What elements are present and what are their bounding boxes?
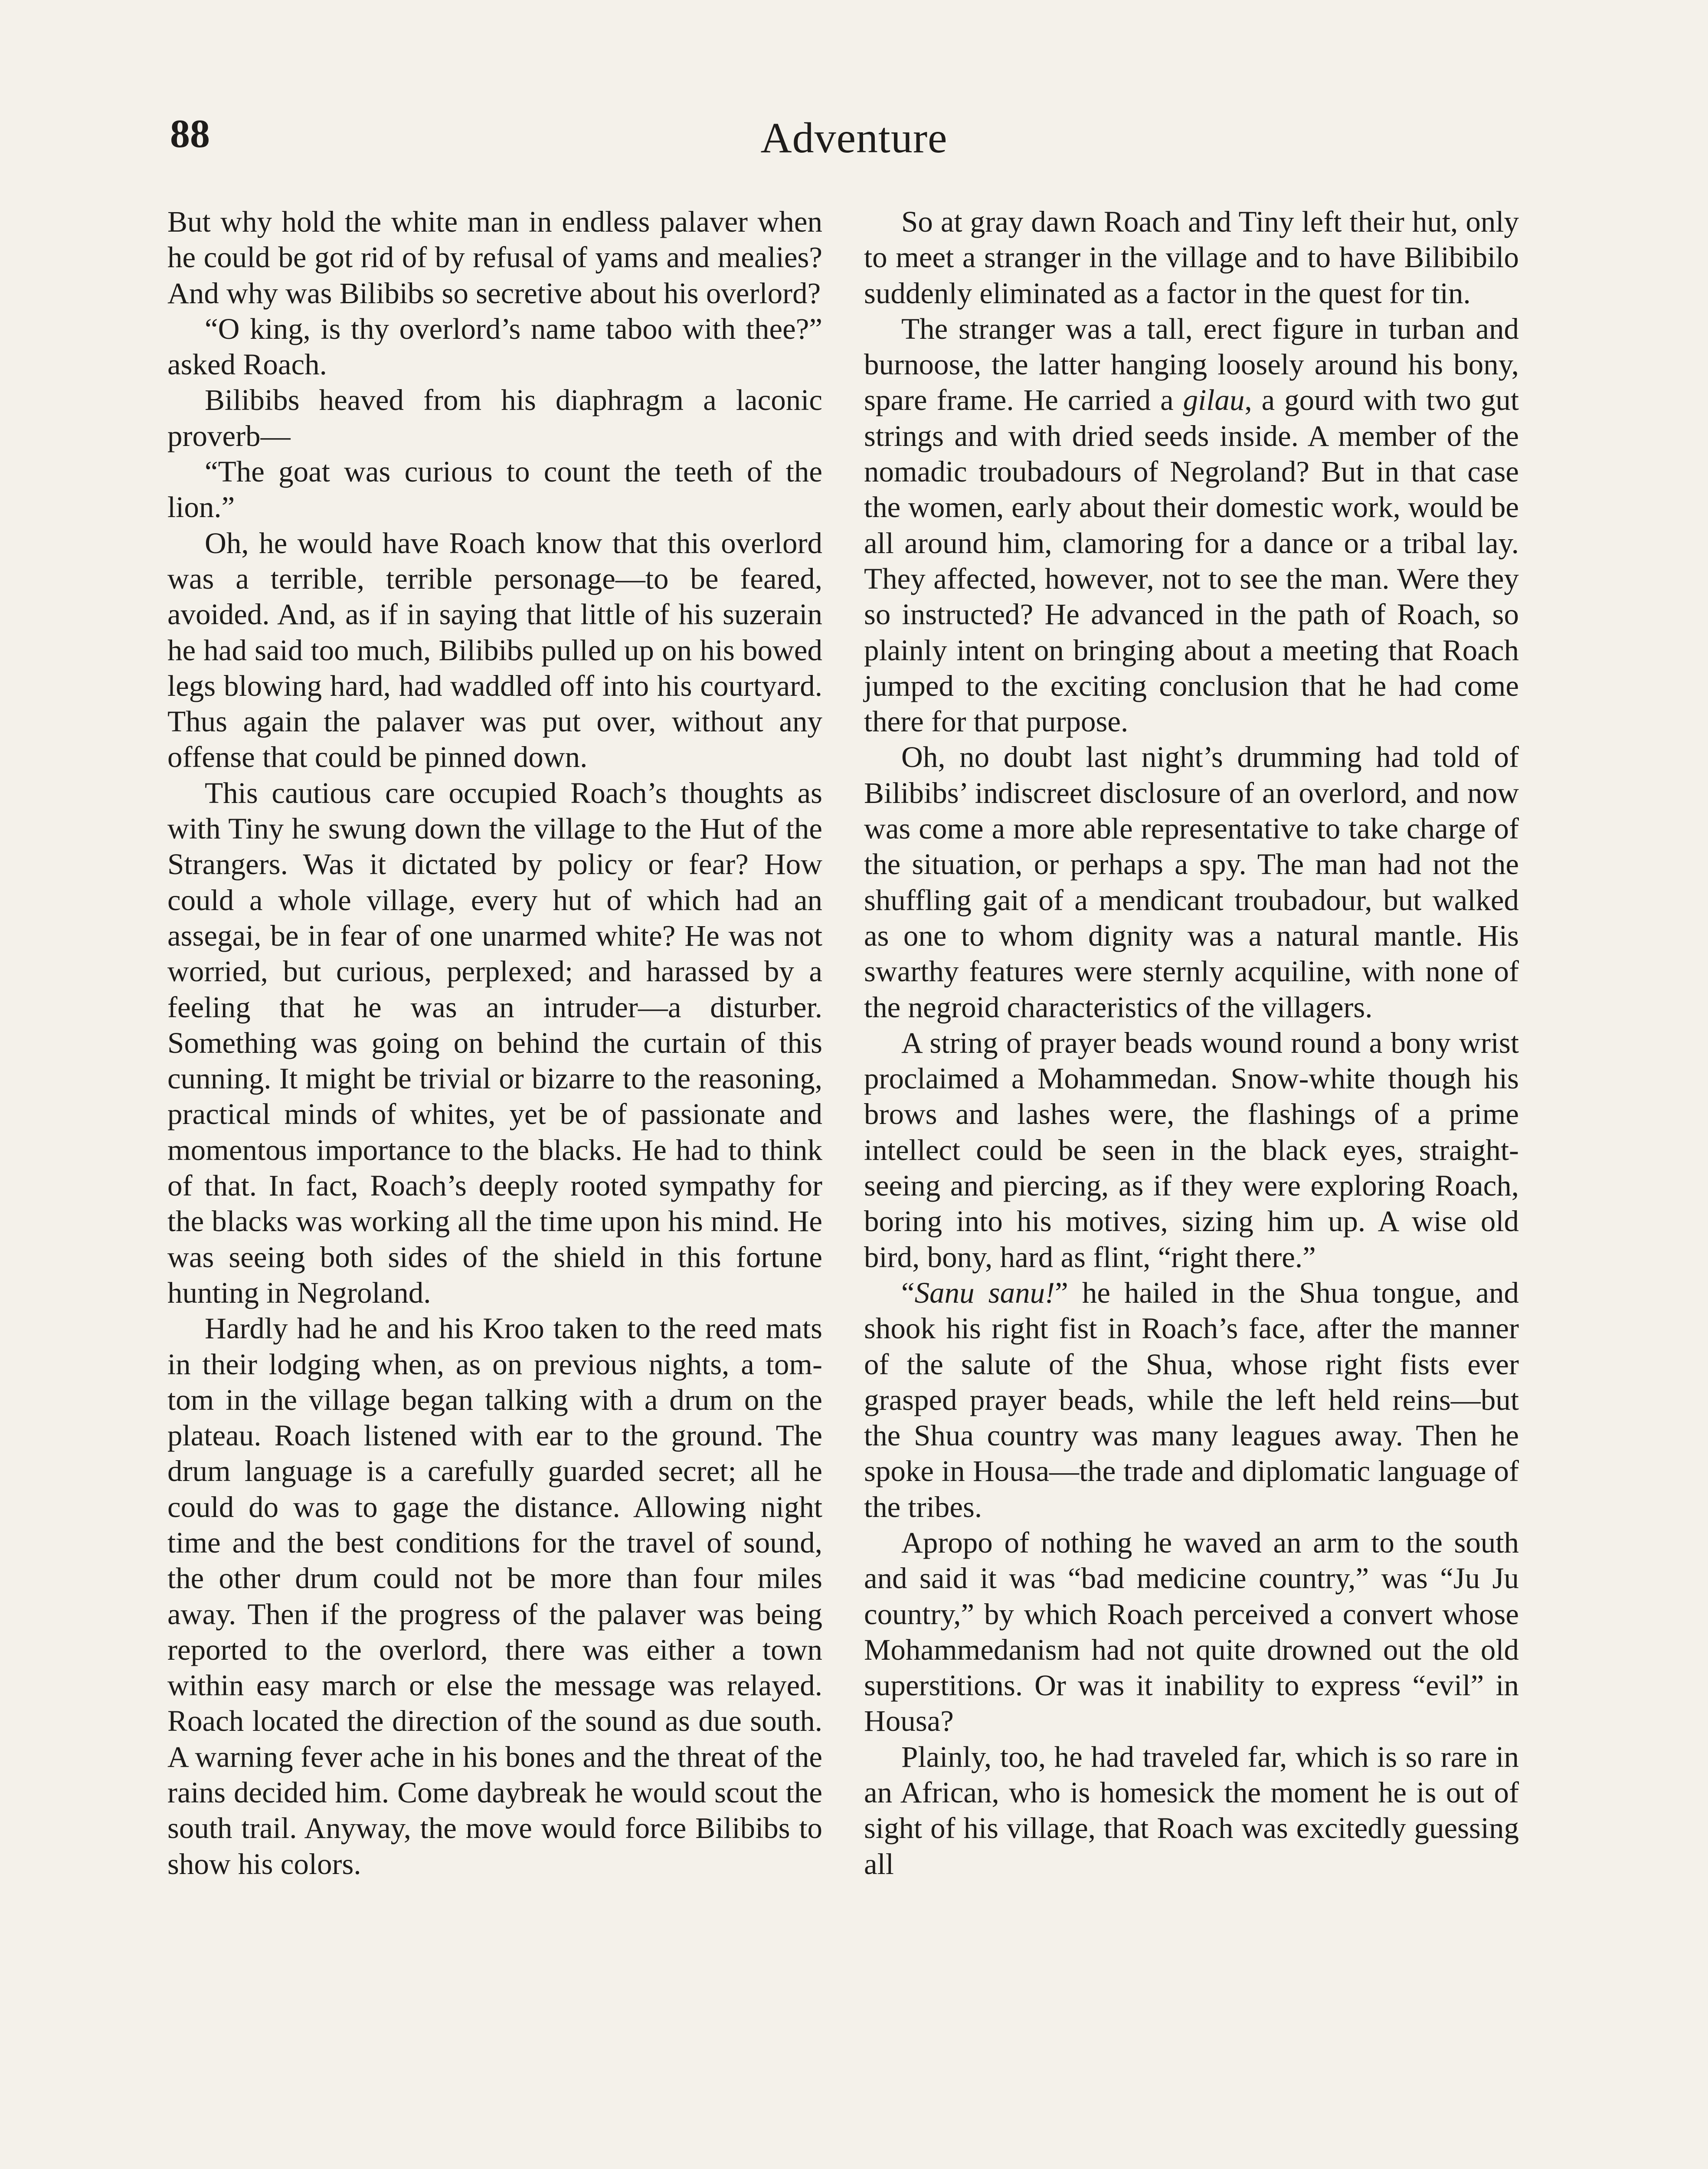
paragraph: The stranger was a tall, erect figure in turban and burnoose, the latter hanging loosely around his bony, spare frame. He carried a gilau, a gourd with two gut strings and with dried seeds inside. A member of the nomadic troubadours of Negroland? But in that case the women, early about their domestic work, would be all around him, clamoring for a dance or a tribal lay. They affected, however, not to see the man. Were they so instructed? He advanced in the path of Roach, so plainly intent on bringing about a meeting that Roach jumped to the exciting conclusion that he had come there for that purpose. [864,312,1519,738]
running-head: Adventure [760,114,948,162]
page-number: 88 [170,111,210,156]
paragraph: “O king, is thy overlord’s name taboo with thee?” asked Roach. [167,312,822,381]
paragraph: This cautious care occupied Roach’s thoughts as with Tiny he swung down the village to the Hut of the Strangers. Was it dictated by policy or fear? How could a whole village, every hut of which had an assegai, be in fear of one unarmed white? He was not worried, but curious, perplexed; and harassed by a feeling that he was an intruder—a disturber. Something was going on behind the curtain of this cunning. It might be trivial or bizarre to the reasoning, practical minds of whites, yet be of passionate and momentous importance to the blacks. He had to think of that. In fact, Roach’s deeply rooted sympathy for the blacks was working all the time upon his mind. He was seeing both sides of the shield in this fortune hunting in Negroland. [167,776,822,1309]
paragraph: So at gray dawn Roach and Tiny left their hut, only to meet a stranger in the village and to have Bilibibilo suddenly eliminated as a factor in the quest for tin. [864,205,1519,310]
paragraph: A string of prayer beads wound round a bony wrist proclaimed a Mohammedan. Snow-white though his brows and lashes were, the flashings of a prime intellect could be seen in the black eyes, straight-seeing and piercing, as if they were exploring Roach, boring into his motives, sizing him up. A wise old bird, bony, hard as flint, “right there.” [864,1026,1519,1274]
paragraph: Apropo of nothing he waved an arm to the south and said it was “bad medicine country,” was “Ju Ju country,” by which Roach perceived a convert whose Mohammedanism had not quite drowned out the old superstitions. Or was it inability to express “evil” in Housa? [864,1526,1519,1738]
right-column [864,204,1519,1882]
paragraph: “The goat was curious to count the teeth of the lion.” [167,455,822,524]
paragraph: “Sanu sanu!” he hailed in the Shua tongue, and shook his right fist in Roach’s face, after the manner of the salute of the Shua, whose right fists ever grasped prayer beads, while the left held reins—but the Shua country was many leagues away. Then he spoke in Housa—the trade and diplomatic language of the tribes. [864,1276,1519,1524]
paragraph: Oh, no doubt last night’s drumming had told of Bilibibs’ indiscreet disclosure of an overlord, and now was come a more able representative to take charge of the situation, or perhaps a spy. The man had not the shuffling gait of a mendicant troubadour, but walked as one to whom dignity was a natural mantle. His swarthy features were sternly acquiline, with none of the negroid characteristics of the villagers. [864,740,1519,1024]
paragraph: But why hold the white man in endless palaver when he could be got rid of by refusal of yams and mealies? And why was Bilibibs so secretive about his overlord? [167,205,822,310]
paragraph: Oh, he would have Roach know that this overlord was a terrible, terrible personage—to be feared, avoided. And, as if in saying that little of his suzerain he had said too much, Bilibibs pulled up on his bowed legs blowing hard, had waddled off into his courtyard. Thus again the palaver was put over, without any offense that could be pinned down. [167,526,822,774]
left-column [167,204,822,1882]
paragraph: Hardly had he and his Kroo taken to the reed mats in their lodging when, as on previous nights, a tom-tom in the village began talking with a drum on the plateau. Roach listened with ear to the ground. The drum language is a carefully guarded secret; all he could do was to gage the distance. Allowing night time and the best conditions for the travel of sound, the other drum could not be more than four miles away. Then if the progress of the palaver was being reported to the overlord, there was either a town within easy march or else the message was relayed. Roach located the direction of the sound as due south. A warning fever ache in his bones and the threat of the rains decided him. Come daybreak he would scout the south trail. Anyway, the move would force Bilibibs to show his colors. [167,1312,822,1881]
paragraph: Plainly, too, he had traveled far, which is so rare in an African, who is homesick the moment he is out of sight of his village, that Roach was excitedly guessing all [864,1740,1519,1881]
paragraph: Bilibibs heaved from his diaphragm a laconic proverb— [167,383,822,452]
